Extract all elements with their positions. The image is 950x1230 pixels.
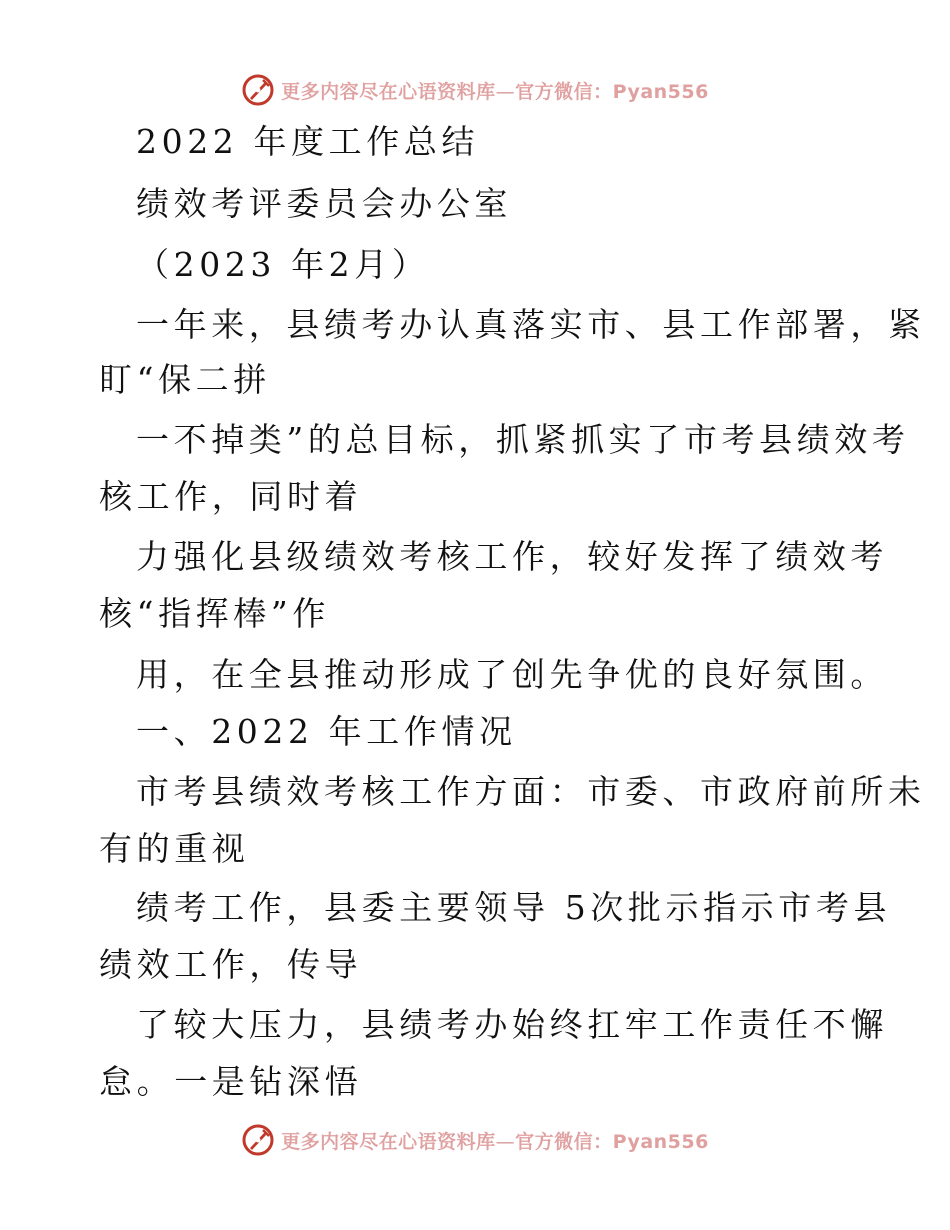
- watermark-text: [281, 77, 709, 104]
- watermark-dash: —: [495, 1130, 516, 1153]
- watermark-wechat-id: Pyan556: [612, 80, 709, 103]
- paragraph-line: 市考县绩效考核工作方面：市委、市政府前所未: [136, 772, 926, 811]
- section-heading: 一、2022 年工作情况: [136, 712, 517, 751]
- watermark-footer: [0, 1120, 950, 1160]
- watermark-wechat-id: Pyan556: [612, 1130, 709, 1153]
- paragraph-line: 有的重视: [99, 829, 250, 868]
- quill-logo-icon: [241, 1123, 275, 1157]
- watermark-header: [0, 70, 950, 110]
- paragraph-line: 力强化县级绩效考核工作，较好发挥了绩效考: [136, 537, 888, 576]
- watermark-official-label: 官方微信：: [515, 1130, 613, 1153]
- paragraph-line: 用，在全县推动形成了创先争优的良好氛围。: [136, 655, 888, 694]
- doc-issuer: 绩效考评委员会办公室: [136, 184, 512, 223]
- watermark-site-name: 更多内容尽在心语资料库: [281, 80, 496, 103]
- paragraph-line: 绩考工作，县委主要领导 5次批示指示市考县: [136, 888, 892, 927]
- paragraph-line: 盯“保二拼: [99, 360, 271, 399]
- paragraph-line: 了较大压力，县绩考办始终扛牢工作责任不懈: [136, 1005, 888, 1044]
- paragraph-line: 怠。一是钻深悟: [99, 1062, 363, 1101]
- watermark-dash: —: [495, 80, 516, 103]
- paragraph-line: 绩效工作，传导: [99, 945, 363, 984]
- paragraph-line: 一不掉类”的总目标，抓紧抓实了市考县绩效考: [136, 420, 910, 459]
- watermark-official-label: 官方微信：: [515, 80, 613, 103]
- quill-logo-icon: [241, 73, 275, 107]
- doc-title: 2022 年度工作总结: [136, 122, 480, 161]
- doc-date: （2023 年2月）: [136, 245, 430, 284]
- watermark-site-name: 更多内容尽在心语资料库: [281, 1130, 496, 1153]
- paragraph-line: 核“指挥棒”作: [99, 594, 330, 633]
- paragraph-line: 核工作，同时着: [99, 477, 363, 516]
- paragraph-line: 一年来，县绩考办认真落实市、县工作部署，紧: [136, 305, 926, 344]
- watermark-text: [281, 1127, 709, 1154]
